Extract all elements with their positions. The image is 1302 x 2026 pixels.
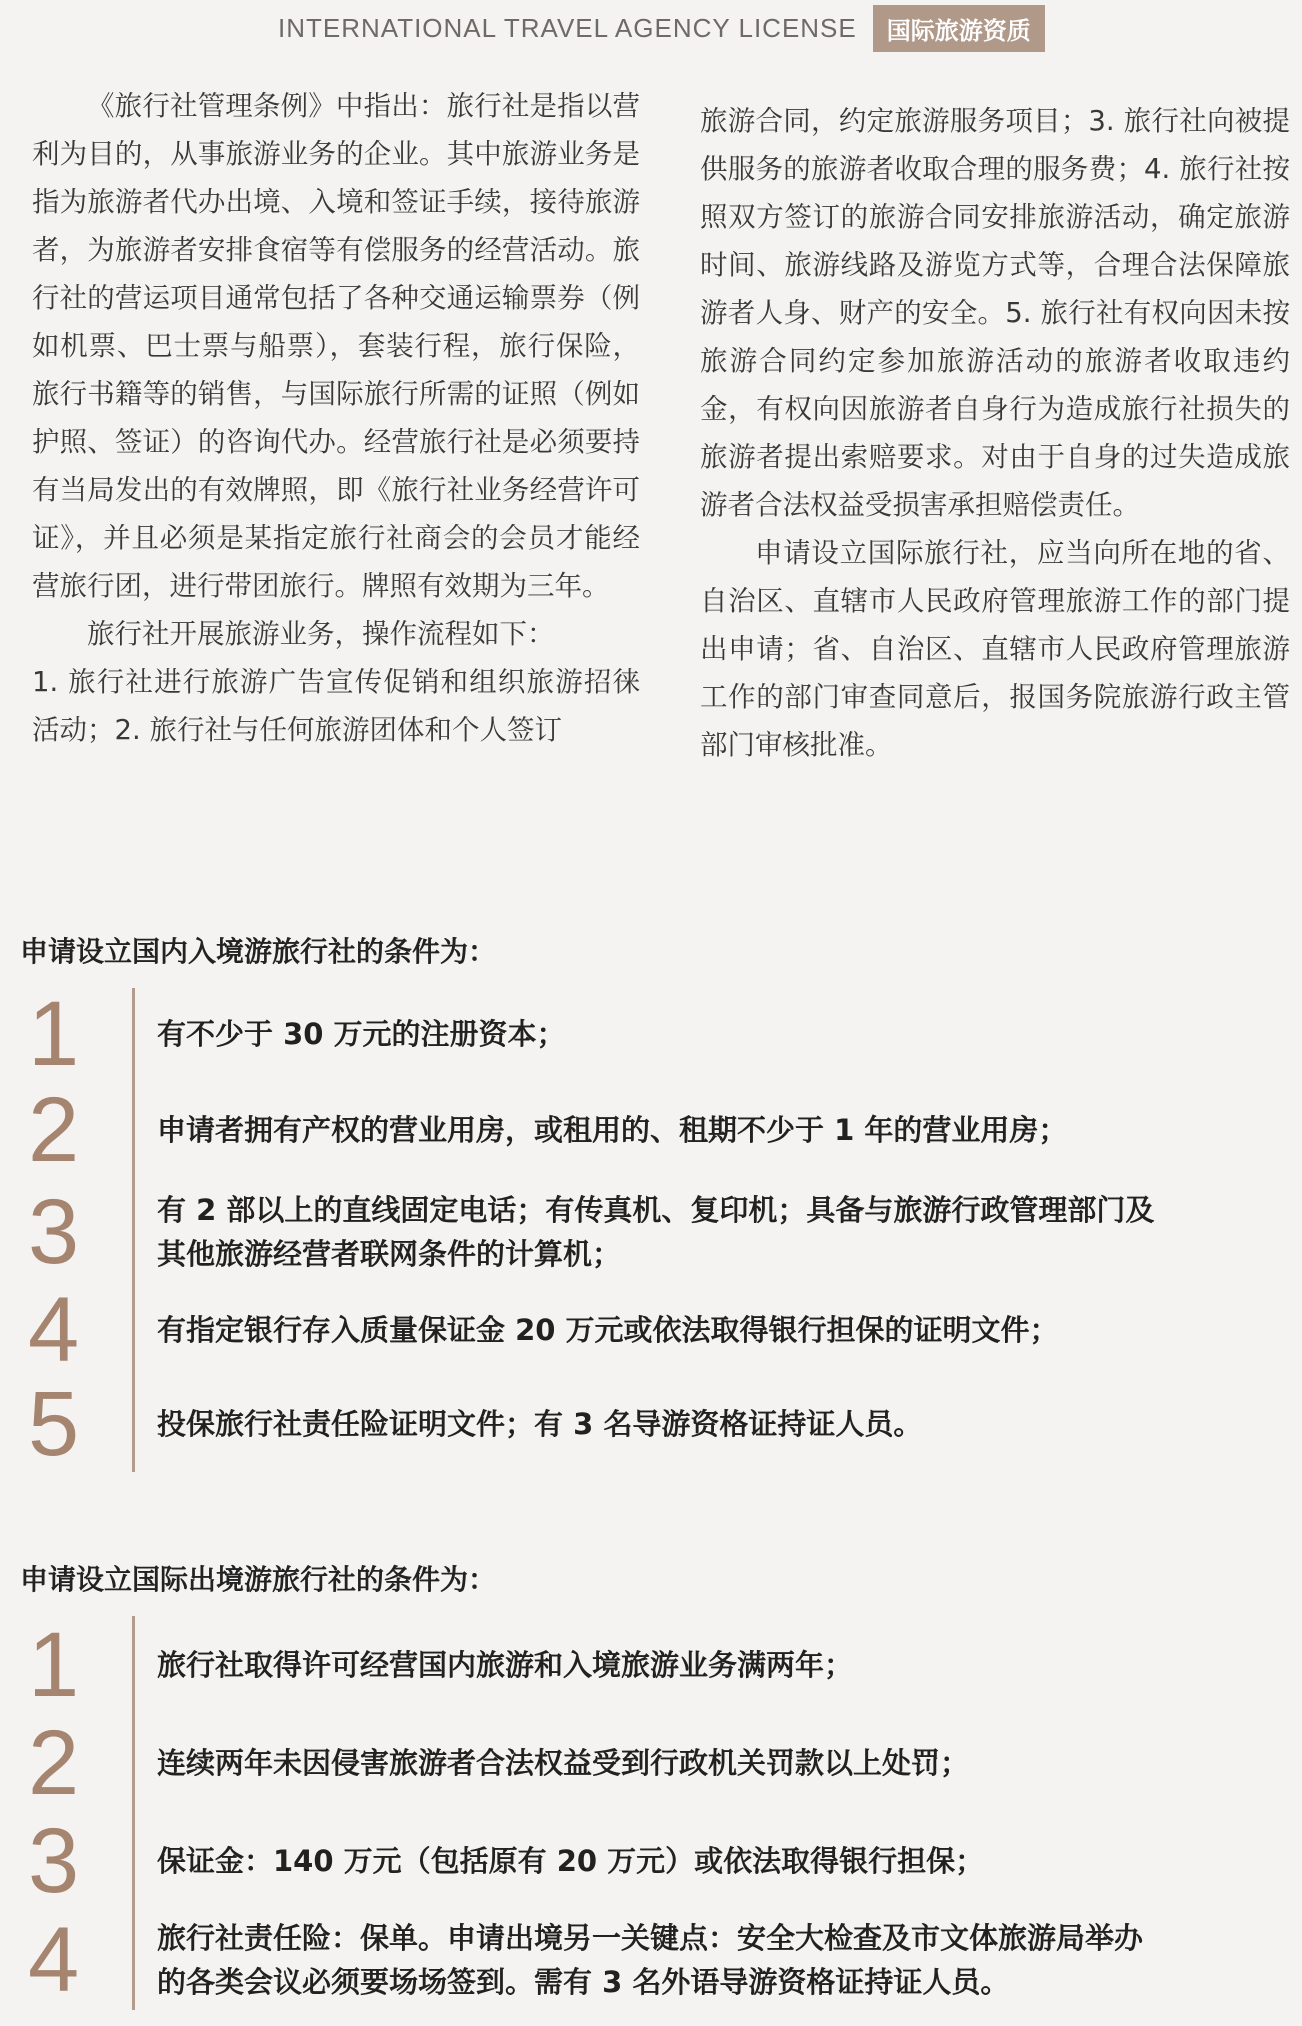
paragraph-application: 申请设立国际旅行社，应当向所在地的省、自治区、直辖市人民政府管理旅游工作的部门提出申请；省、自治区、直辖市人民政府管理旅游工作的部门审查同意后，报国务院旅游行政主管部门审核批准。 (700, 537, 1290, 761)
outbound-item-number: 2 (28, 1712, 80, 1814)
header-badge-cn: 国际旅游资质 (873, 5, 1045, 52)
inbound-item-text: 申请者拥有产权的营业用房，或租用的、租期不少于 1 年的营业用房； (157, 1113, 1068, 1147)
outbound-item-number: 3 (28, 1810, 80, 1912)
divider-bar (132, 1080, 135, 1180)
paragraph-process-intro: 旅行社开展旅游业务，操作流程如下： (87, 618, 555, 650)
inbound-item-text: 有不少于 30 万元的注册资本； (157, 1017, 566, 1051)
outbound-item-text: 保证金：140 万元（包括原有 20 万元）或依法取得银行担保； (157, 1844, 985, 1878)
right-column (700, 97, 1290, 769)
divider-bar (132, 988, 135, 1080)
outbound-item-text: 连续两年未因侵害旅游者合法权益受到行政机关罚款以上处罚； (157, 1746, 970, 1780)
inbound-item-number: 2 (28, 1079, 80, 1181)
page-header (278, 0, 1038, 56)
section-outbound-title: 申请设立国际出境游旅行社的条件为： (20, 1563, 497, 1596)
section-inbound (20, 930, 1290, 1475)
divider-bar (132, 1616, 135, 1714)
inbound-item-text: 有 2 部以上的直线固定电话；有传真机、复印机；具备与旅游行政管理部门及其他旅游经营者联网条件的计算机； (157, 1193, 1155, 1271)
inbound-item-2 (20, 1080, 1290, 1180)
inbound-item-number: 1 (28, 983, 80, 1085)
divider-bar (132, 1910, 135, 2010)
section-inbound-title: 申请设立国内入境游旅行社的条件为： (20, 935, 497, 968)
inbound-item-5 (20, 1373, 1290, 1475)
outbound-item-number: 1 (28, 1614, 80, 1716)
divider-bar (132, 1284, 135, 1376)
outbound-item-2 (20, 1714, 1290, 1812)
paragraph-process-steps: 1. 旅行社进行旅游广告宣传促销和组织旅游招徕活动；2. 旅行社与任何旅游团体和个人签订 (32, 666, 640, 746)
outbound-item-1 (20, 1616, 1290, 1714)
header-title-en: INTERNATIONAL TRAVEL AGENCY LICENSE (278, 12, 857, 43)
inbound-item-4 (20, 1279, 1290, 1381)
inbound-item-number: 5 (28, 1373, 80, 1475)
inbound-item-number: 4 (28, 1279, 80, 1381)
outbound-item-text: 旅行社取得许可经营国内旅游和入境旅游业务满两年； (157, 1648, 854, 1682)
section-outbound (20, 1558, 1290, 2010)
outbound-item-text: 旅行社责任险：保单。申请出境另一关键点：安全大检查及市文体旅游局举办的各类会议必须要场场签到。需有 3 名外语导游资格证持证人员。 (157, 1921, 1144, 1999)
inbound-item-1 (20, 983, 1290, 1085)
outbound-item-3 (20, 1812, 1290, 1910)
inbound-item-text: 有指定银行存入质量保证金 20 万元或依法取得银行担保的证明文件； (157, 1313, 1059, 1347)
inbound-item-text: 投保旅行社责任险证明文件；有 3 名导游资格证持证人员。 (157, 1407, 923, 1441)
outbound-item-number: 4 (28, 1909, 80, 2011)
outbound-item-4 (20, 1910, 1290, 2010)
left-column (32, 82, 640, 754)
inbound-item-3 (20, 1180, 1290, 1284)
divider-bar (132, 1714, 135, 1812)
paragraph-regulation: 《旅行社管理条例》中指出：旅行社是指以营利为目的，从事旅游业务的企业。其中旅游业务是指为旅游者代办出境、入境和签证手续，接待旅游者，为旅游者安排食宿等有偿服务的经营活动。旅行社的营运项目通常包括了各种交通运输票券（例如机票、巴士票与船票），套装行程，旅行保险，旅行书籍等的销售，与国际旅行所需的证照（例如护照、签证）的咨询代办。经营旅行社是必须要持有当局发出的有效牌照，即《旅行社业务经营许可证》，并且必须是某指定旅行社商会的会员才能经营旅行团，进行带团旅行。牌照有效期为三年。 (32, 90, 640, 602)
paragraph-process-continued: 旅游合同，约定旅游服务项目；3. 旅行社向被提供服务的旅游者收取合理的服务费；4. 旅行社按照双方签订的旅游合同安排旅游活动，确定旅游时间、旅游线路及游览方式等，合理合法保障旅游者人身、财产的安全。5. 旅行社有权向因未按旅游合同约定参加旅游活动的旅游者收取违约金，有权向因旅游者自身行为造成旅行社损失的旅游者提出索赔要求。对由于自身的过失造成旅游者合法权益受损害承担赔偿责任。 (700, 105, 1290, 521)
divider-bar (132, 1376, 135, 1472)
inbound-item-number: 3 (28, 1181, 80, 1283)
divider-bar (132, 1180, 135, 1284)
divider-bar (132, 1812, 135, 1910)
